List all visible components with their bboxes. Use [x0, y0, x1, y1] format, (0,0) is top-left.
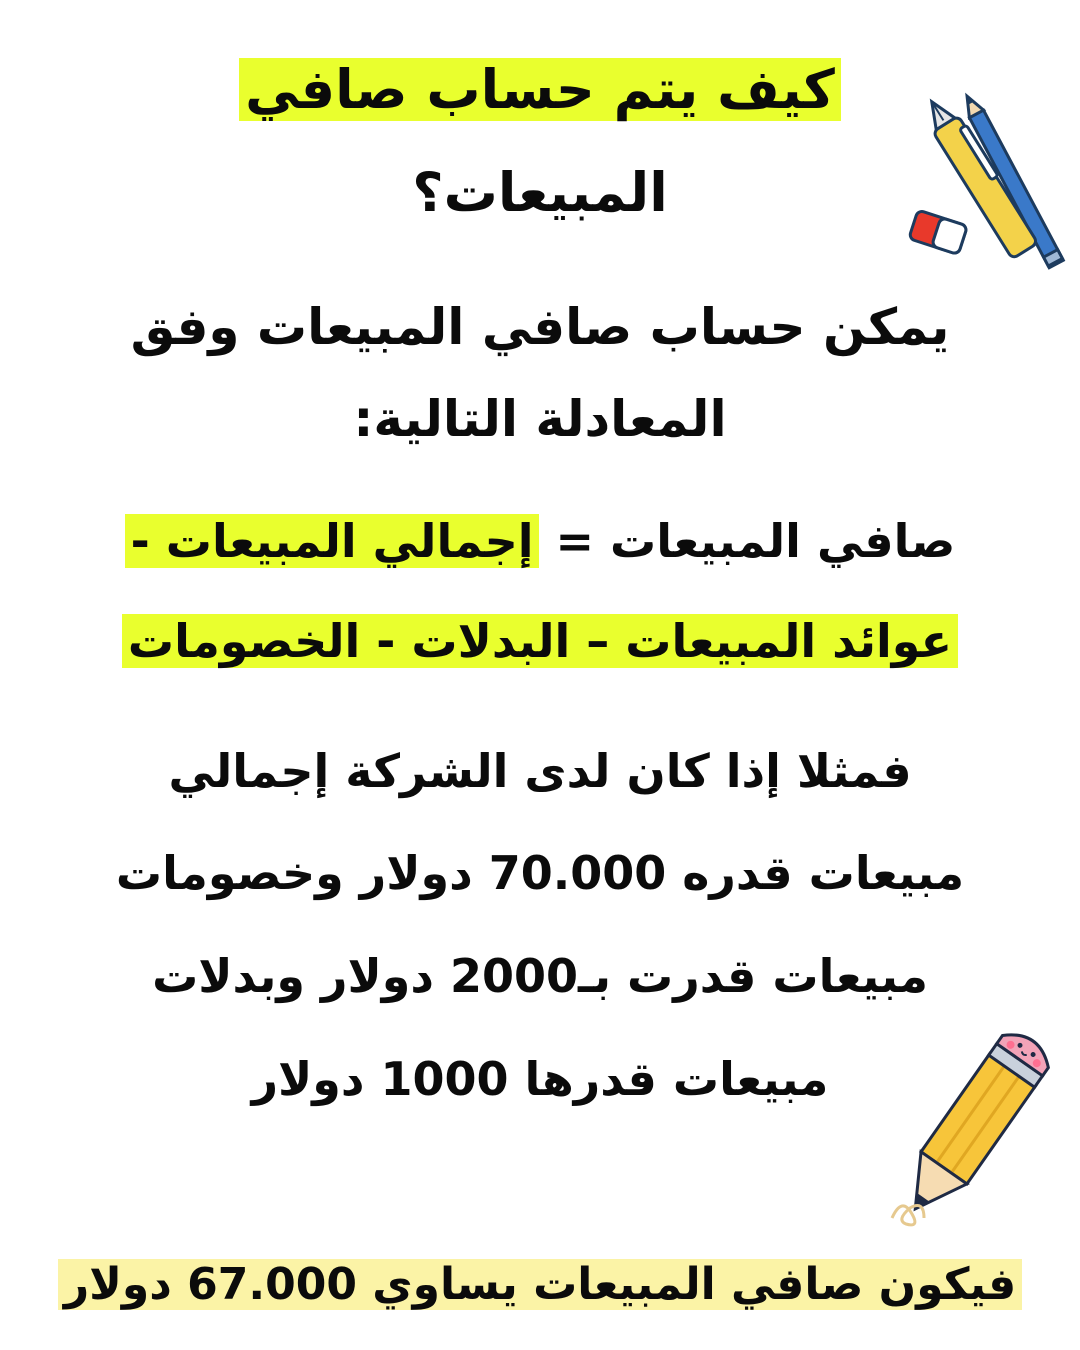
intro-line-2: المعادلة التالية: — [353, 390, 727, 448]
title-highlight: كيف يتم حساب صافي — [239, 58, 841, 121]
example-line-2: مبيعات قدره 70.000 دولار وخصومات — [115, 846, 965, 900]
formula-line-2 — [0, 610, 1080, 672]
formula-rhs-highlight-1: إجمالي المبيعات - — [125, 514, 540, 568]
intro-line-1: يمكن حساب صافي المبيعات وفق — [130, 298, 950, 356]
formula-line-1 — [0, 510, 1080, 572]
example-line-4: مبيعات قدرها 1000 دولار — [251, 1052, 829, 1106]
smiling-pencil-icon — [880, 1030, 1070, 1240]
pen-pencil-eraser-icon — [900, 90, 1070, 280]
formula-lhs: صافي المبيعات = — [539, 514, 956, 568]
example-line-1: فمثلا إذا كان لدى الشركة إجمالي — [168, 744, 912, 798]
result-line — [0, 1254, 1080, 1316]
result-highlight: فيكون صافي المبيعات يساوي 67.000 دولار — [58, 1259, 1022, 1310]
title-line-2: المبيعات؟ — [412, 161, 668, 224]
formula-rhs-highlight-2: عوائد المبيعات – البدلات - الخصومات — [122, 614, 958, 668]
example-line-3: مبيعات قدرت بـ2000 دولار وبدلات — [152, 949, 928, 1003]
